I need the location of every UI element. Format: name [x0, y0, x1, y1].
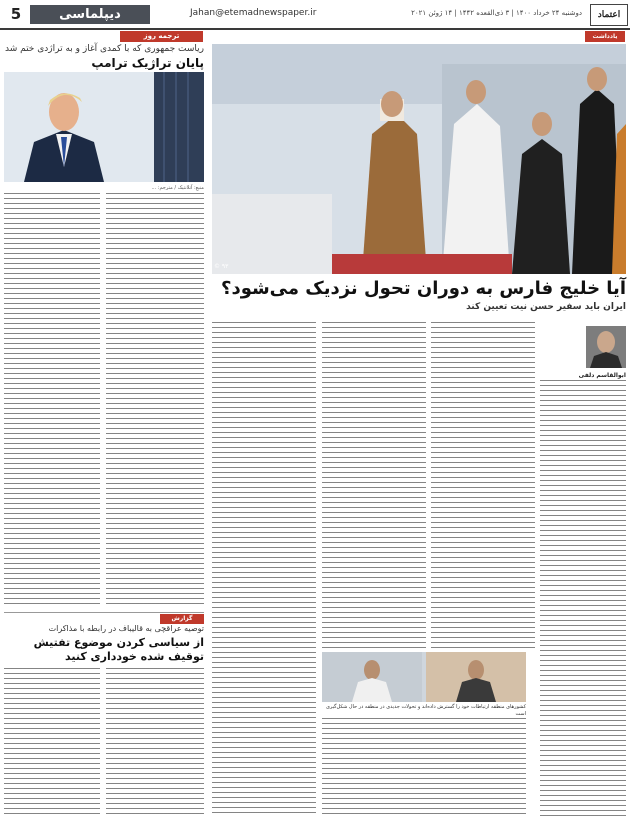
author-photo [586, 326, 626, 368]
main-article-column-3 [322, 322, 426, 648]
page-number: 5 [10, 5, 22, 23]
main-article-column-1 [540, 380, 626, 816]
trump-article-column-1 [4, 193, 100, 608]
main-section-label: یادداشت [585, 31, 625, 42]
left-section-label-2: گزارش [160, 614, 204, 624]
main-headline: آیا خلیج فارس به دوران تحول نزدیک می‌شود؟ [221, 278, 626, 299]
trump-article-column-2 [106, 193, 204, 608]
iran-article-column-2 [106, 668, 204, 816]
author-name: ابوالقاسم دلفی [578, 372, 626, 379]
inset-photo [322, 652, 526, 702]
email-address: Jahan@etemadnewspaper.ir [190, 8, 317, 18]
main-photo [212, 44, 626, 274]
inset-caption: کشورهای منطقه ارتباطات خود را گسترش داده‌اند و تحولات جدیدی در منطقه در حال شکل‌گیری است [325, 704, 526, 717]
iran-kicker: توصیه عراقچی به قالیباف در رابطه با مذاکرات [48, 624, 204, 633]
sub-headline: ایران باید سفیر حسن نیت تعیین کند [466, 302, 626, 312]
newspaper-logo: اعتماد [590, 4, 628, 26]
trump-kicker: ریاست جمهوری که با کمدی آغاز و به تراژدی ختم شد [4, 44, 204, 54]
left-divider [4, 612, 204, 613]
iran-article-column-1 [4, 668, 100, 816]
trump-byline: منبع: آتلانتیک / مترجم: ... [151, 185, 204, 191]
main-article-column-4 [212, 322, 316, 816]
section-title: دیپلماسی [30, 5, 150, 24]
main-article-column-2 [431, 322, 535, 648]
trump-photo [4, 72, 204, 182]
photo-credit: © ۹۳ [214, 263, 229, 270]
trump-title: پایان تراژیک ترامپ [91, 56, 204, 70]
left-section-label: ترجمه روز [120, 31, 203, 42]
date-line: دوشنبه ۲۴ خرداد ۱۴۰۰ | ۳ ذی‌القعده ۱۴۴۲ | ۱۴ ژوئن ۲۰۲۱ [411, 9, 582, 17]
inset-caption-lines [322, 718, 526, 816]
iran-title: از سیاسی کردن موضوع تفتیش توقیف شده خودداری کنید [33, 636, 204, 663]
